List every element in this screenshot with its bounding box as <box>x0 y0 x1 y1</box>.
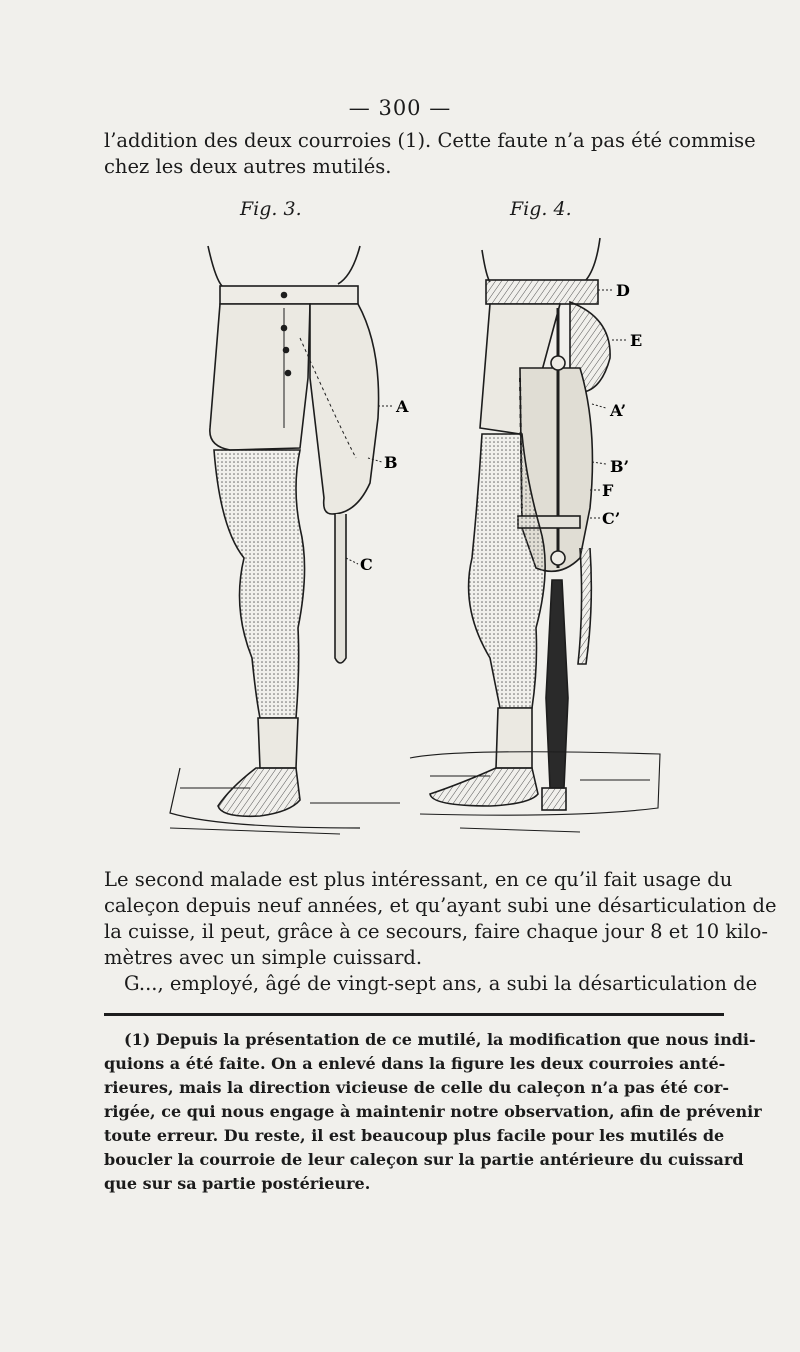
callout-label: D <box>616 281 630 300</box>
prosthesis-illustration <box>160 228 670 848</box>
footnote-rule <box>104 1013 724 1016</box>
fig3-label: Fig. 3. <box>240 198 302 220</box>
fig4-drawing <box>410 238 660 832</box>
text-line: la cuisse, il peut, grâce à ce secours, faire chaque jour 8 et 10 kilo- <box>104 920 768 943</box>
callout-label: C’ <box>602 509 621 528</box>
footnote-line: rieures, mais la direction vicieuse de celle du caleçon n’a pas été cor- <box>104 1078 729 1097</box>
footnote-line: quions a été faite. On a enlevé dans la figure les deux courroies anté- <box>104 1054 726 1073</box>
text-line: mètres avec un simple cuissard. <box>104 946 423 969</box>
page-number: — 300 — <box>348 96 452 120</box>
fig3-drawing <box>170 246 400 834</box>
callout-label: C <box>360 555 373 574</box>
footnote-line: boucler la courroie de leur caleçon sur la partie antérieure du cuissard <box>104 1150 744 1169</box>
text-line: G..., employé, âgé de vingt-sept ans, a subi la désarticulation de <box>124 972 758 995</box>
fig4-label: Fig. 4. <box>510 198 572 220</box>
footnote-line: rigée, ce qui nous engage à maintenir notre observation, afin de prévenir <box>104 1102 762 1121</box>
text-line: Le second malade est plus intéressant, en ce qu’il fait usage du <box>104 868 733 891</box>
footnote-line: (1) Depuis la présentation de ce mutilé, la modification que nous indi- <box>124 1030 756 1049</box>
footnote-line: toute erreur. Du reste, il est beaucoup plus facile pour les mutilés de <box>104 1126 725 1145</box>
footnote-line: que sur sa partie postérieure. <box>104 1174 371 1193</box>
callout-label: F <box>602 481 614 500</box>
text-line: caleçon depuis neuf années, et qu’ayant subi une désarticulation de <box>104 894 777 917</box>
text-line: l’addition des deux courroies (1). Cette faute n’a pas été commise <box>104 129 756 152</box>
callout-label: B’ <box>610 457 630 476</box>
callout-label: A’ <box>610 401 627 420</box>
callout-label: B <box>384 453 398 472</box>
callout-label: E <box>630 331 643 350</box>
callout-label: A <box>396 397 409 416</box>
text-line: chez les deux autres mutilés. <box>104 155 392 178</box>
